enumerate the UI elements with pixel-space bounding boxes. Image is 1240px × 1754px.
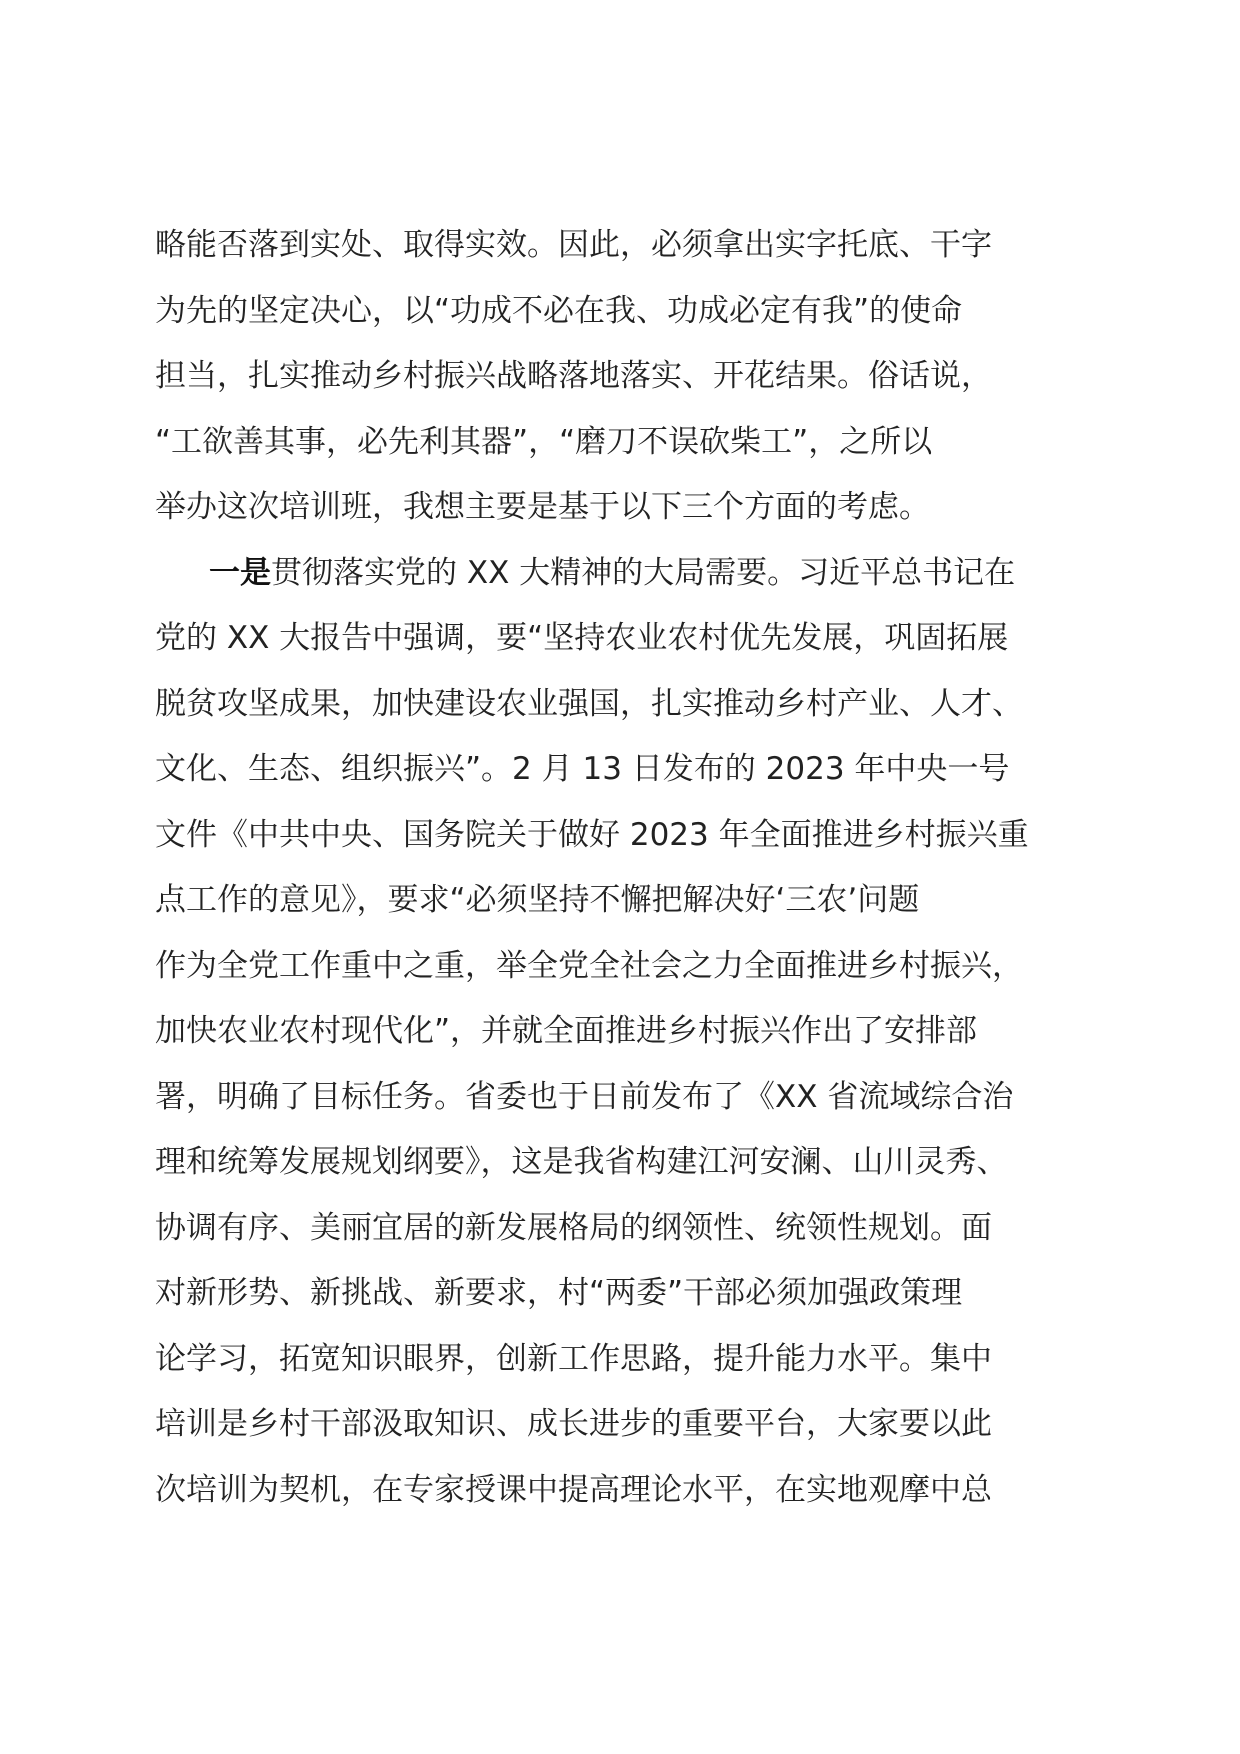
text-line: 文件《中共中央、国务院关于做好 2023 年全面推进乡村振兴重 (155, 816, 1029, 853)
paragraph-first-line-text: 贯彻落实党的 XX 大精神的大局需要。习近平总书记在 (271, 554, 1016, 591)
text-line: 署，明确了目标任务。省委也于日前发布了《XX 省流域综合治 (155, 1078, 1014, 1115)
paragraph-one (155, 541, 1105, 1524)
text-line: 脱贫攻坚成果，加快建设农业强国，扎实推动乡村产业、人才、 (155, 685, 1023, 722)
document-body (155, 213, 1105, 1523)
text-line: 点工作的意见》，要求“必须坚持不懈把解决好‘三农’问题 (155, 882, 920, 918)
text-line: 党的 XX 大报告中强调，要“坚持农业农村优先发展，巩固拓展 (155, 620, 1009, 656)
text-line: 加快农业农村现代化”，并就全面推进乡村振兴作出了安排部 (155, 1013, 978, 1049)
text-line-first (155, 541, 1105, 607)
text-line: 培训是乡村干部汲取知识、成长进步的重要平台，大家要以此 (155, 1406, 992, 1442)
text-line: 次培训为契机，在专家授课中提高理论水平，在实地观摩中总 (155, 1471, 992, 1508)
paragraph-continued (155, 213, 1105, 541)
text-line: 举办这次培训班，我想主要是基于以下三个方面的考虑。 (155, 489, 930, 525)
text-line: 理和统筹发展规划纲要》，这是我省构建江河安澜、山川灵秀、 (155, 1144, 1008, 1180)
text-line: 协调有序、美丽宜居的新发展格局的纲领性、统领性规划。面 (155, 1209, 992, 1246)
text-line: 略能否落到实处、取得实效。因此，必须拿出实字托底、干字 (155, 227, 992, 263)
text-line: 对新形势、新挑战、新要求，村“两委”干部必须加强政策理 (155, 1275, 963, 1311)
text-line: 担当，扎实推动乡村振兴战略落地落实、开花结果。俗话说， (155, 358, 992, 394)
text-line: 论学习，拓宽知识眼界，创新工作思路，提升能力水平。集中 (155, 1340, 992, 1377)
text-line: 作为全党工作重中之重，举全党全社会之力全面推进乡村振兴， (155, 947, 1023, 984)
text-line: 为先的坚定决心，以“功成不必在我、功成必定有我”的使命 (155, 292, 963, 329)
text-line: “工欲善其事，必先利其器”，“磨刀不误砍柴工”，之所以 (155, 423, 933, 460)
paragraph-lead-bold: 一是 (209, 554, 271, 591)
text-line: 文化、生态、组织振兴”。2 月 13 日发布的 2023 年中央一号 (155, 751, 1010, 787)
